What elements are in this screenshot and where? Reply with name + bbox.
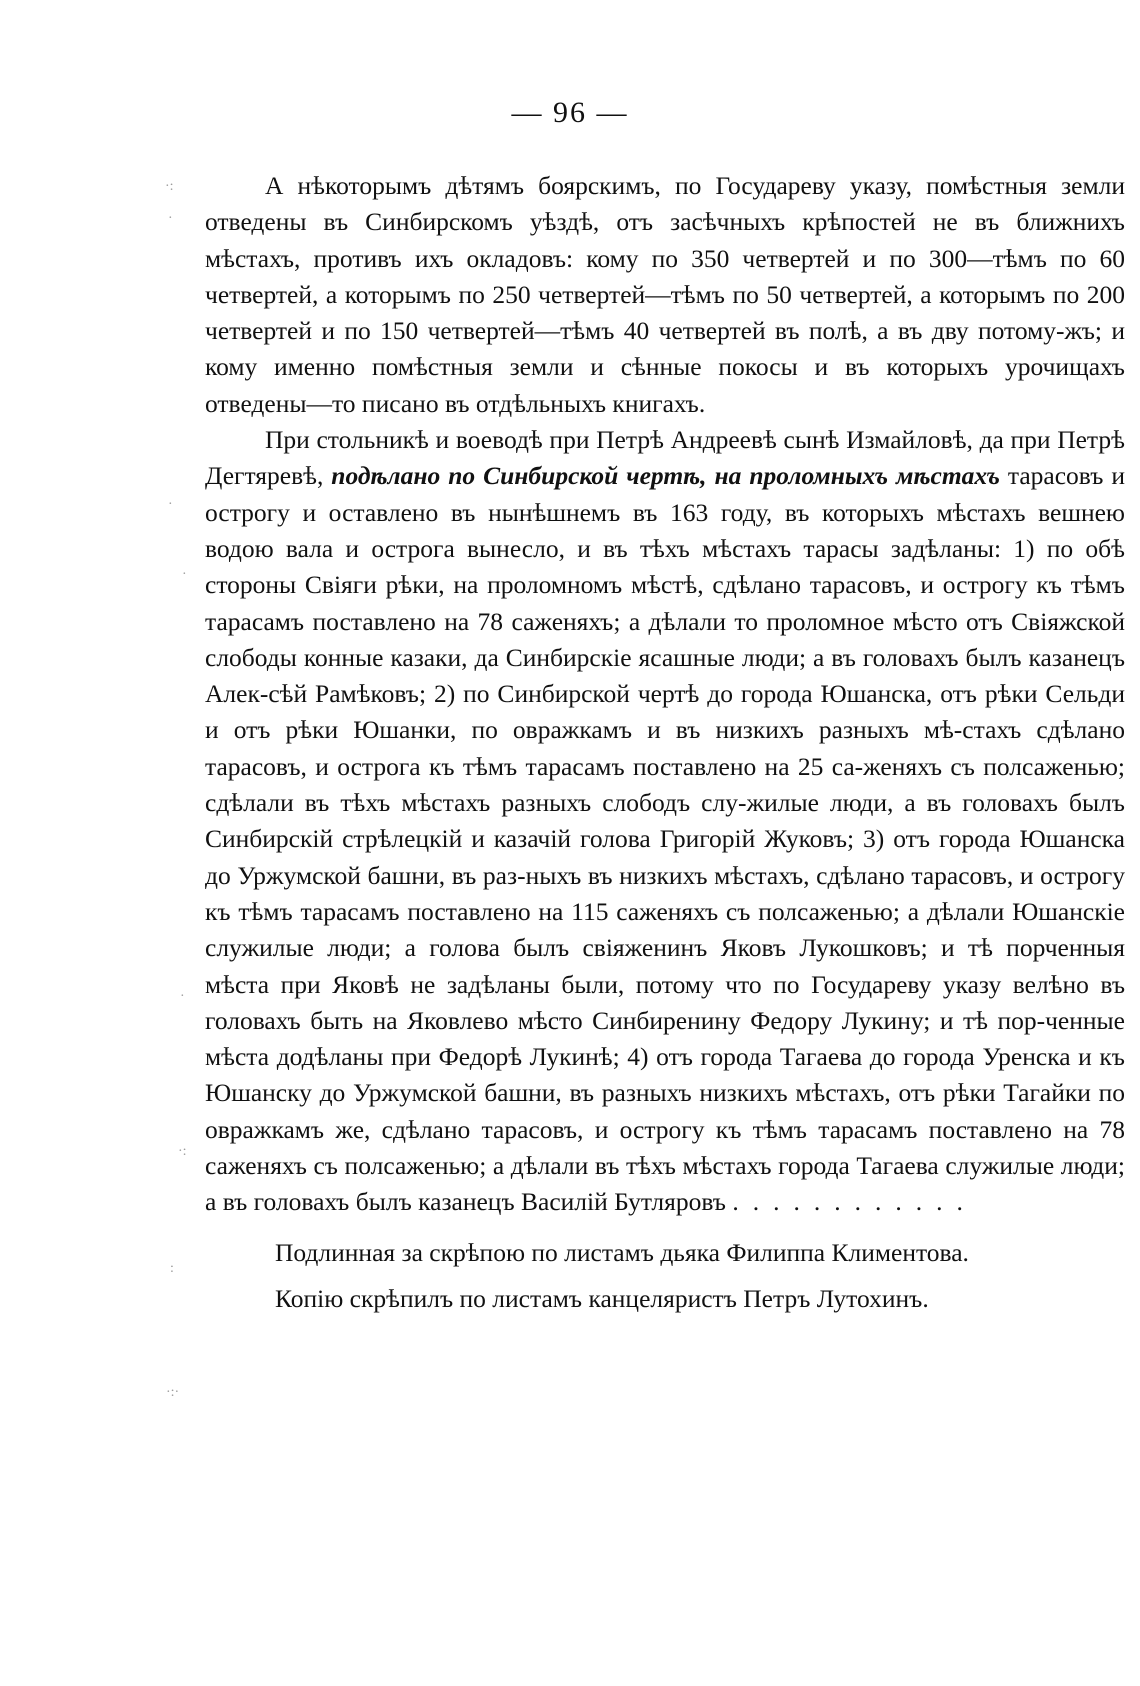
margin-speck: · (182, 567, 187, 582)
margin-speck: ·:· (166, 1385, 180, 1400)
paragraph-2-lead: При стольникѣ и воеводѣ при Петрѣ Андреевѣ сынѣ Измайловѣ, да при Петрѣ Дегтяревѣ, (205, 425, 1125, 491)
body-text (205, 168, 1125, 1317)
margin-speck: · (180, 989, 185, 1004)
margin-speck: · (168, 497, 173, 512)
margin-speck: : (170, 1261, 174, 1276)
margin-speck: ·: (178, 1144, 187, 1159)
paragraph-2-leader-dots: ............ (732, 1187, 977, 1217)
margin-speck: · (168, 211, 173, 226)
paragraph-2-emphasis: подѣлано по Синбирской чертѣ, на проломныхъ мѣстахъ (331, 461, 1000, 491)
margin-speck: ·: (165, 179, 174, 194)
certification-line-copy: Копію скрѣпилъ по листамъ канцеляристъ Петръ Лутохинъ. (275, 1283, 929, 1313)
paragraph-1: А нѣкоторымъ дѣтямъ боярскимъ, по Государеву указу, помѣстныя земли отведены въ Синбирскомъ уѣздѣ, отъ засѣчныхъ крѣпостей не въ ближнихъ мѣстахъ, противъ ихъ окладовъ: кому по 350 четвертей и по 300—тѣмъ по 60 четвертей, а которымъ по 250 четвертей—тѣмъ по 50 четвертей, а которымъ по 200 четвертей и по 150 четвертей—тѣмъ 40 четвертей въ полѣ, а въ дву потому-жъ; и кому именно помѣстныя земли и сѣнные покосы и въ которыхъ урочищахъ отведены—то писано въ отдѣльныхъ книгахъ. (205, 171, 1125, 418)
paragraph-2 (205, 422, 1125, 1221)
page-number: — 96 — (511, 96, 629, 129)
paragraph-2-body: тарасовъ и острогу и оставлено въ нынѣшнемъ въ 163 году, въ которыхъ мѣстахъ вешнею водою вала и острога вынесло, и въ тѣхъ мѣстахъ тарасы задѣланы: 1) по обѣ стороны Свіяги рѣки, на проломномъ мѣстѣ, сдѣлано тарасовъ, и острогу къ тѣмъ тарасамъ поставлено на 78 саженяхъ; а дѣлали то проломное мѣсто отъ Свіяжской слободы конные казаки, да Синбирскіе ясашные люди; а въ головахъ былъ казанецъ Алек-сѣй Рамѣковъ; 2) по Синбирской чертѣ до города Юшанска, отъ рѣки Сельди и отъ рѣки Юшанки, по овражкамъ и въ низкихъ разныхъ мѣ-стахъ сдѣлано тарасовъ, и острога къ тѣмъ тарасамъ поставлено на 25 са-женяхъ съ полсаженью; сдѣлали въ тѣхъ мѣстахъ разныхъ слободъ слу-жилые люди, а въ головахъ былъ Синбирскій стрѣлецкій и казачій голова Григорій Жуковъ; 3) отъ города Юшанска до Уржумской башни, въ раз-ныхъ въ низкихъ мѣстахъ, сдѣлано тарасовъ, и острогу къ тѣмъ тарасамъ поставлено на 115 саженяхъ съ полсаженью; а дѣлали Юшанскіе служилые люди; а голова былъ свіяженинъ Яковъ Лукошковъ; и тѣ порченныя мѣста при Яковѣ не задѣланы были, потому что по Государеву указу велѣно въ головахъ быть на Яковлево мѣсто Синбиренину Федору Лукину; и тѣ пор-ченные мѣста додѣланы при Федорѣ Лукинѣ; 4) отъ города Тагаева до города Уренска и къ Юшанску до Уржумской башни, въ разныхъ низкихъ мѣстахъ, отъ рѣки Тагайки по овражкамъ же, сдѣлано тарасовъ, и острогу къ тѣмъ тарасамъ поставлено на 78 саженяхъ съ полсаженью; а дѣлали въ тѣхъ мѣстахъ города Тагаева служилые люди; а въ головахъ былъ казанецъ Василій Бутляровъ (205, 461, 1125, 1217)
certification-line-original: Подлинная за скрѣпою по листамъ дьяка Филиппа Климентова. (275, 1237, 969, 1267)
